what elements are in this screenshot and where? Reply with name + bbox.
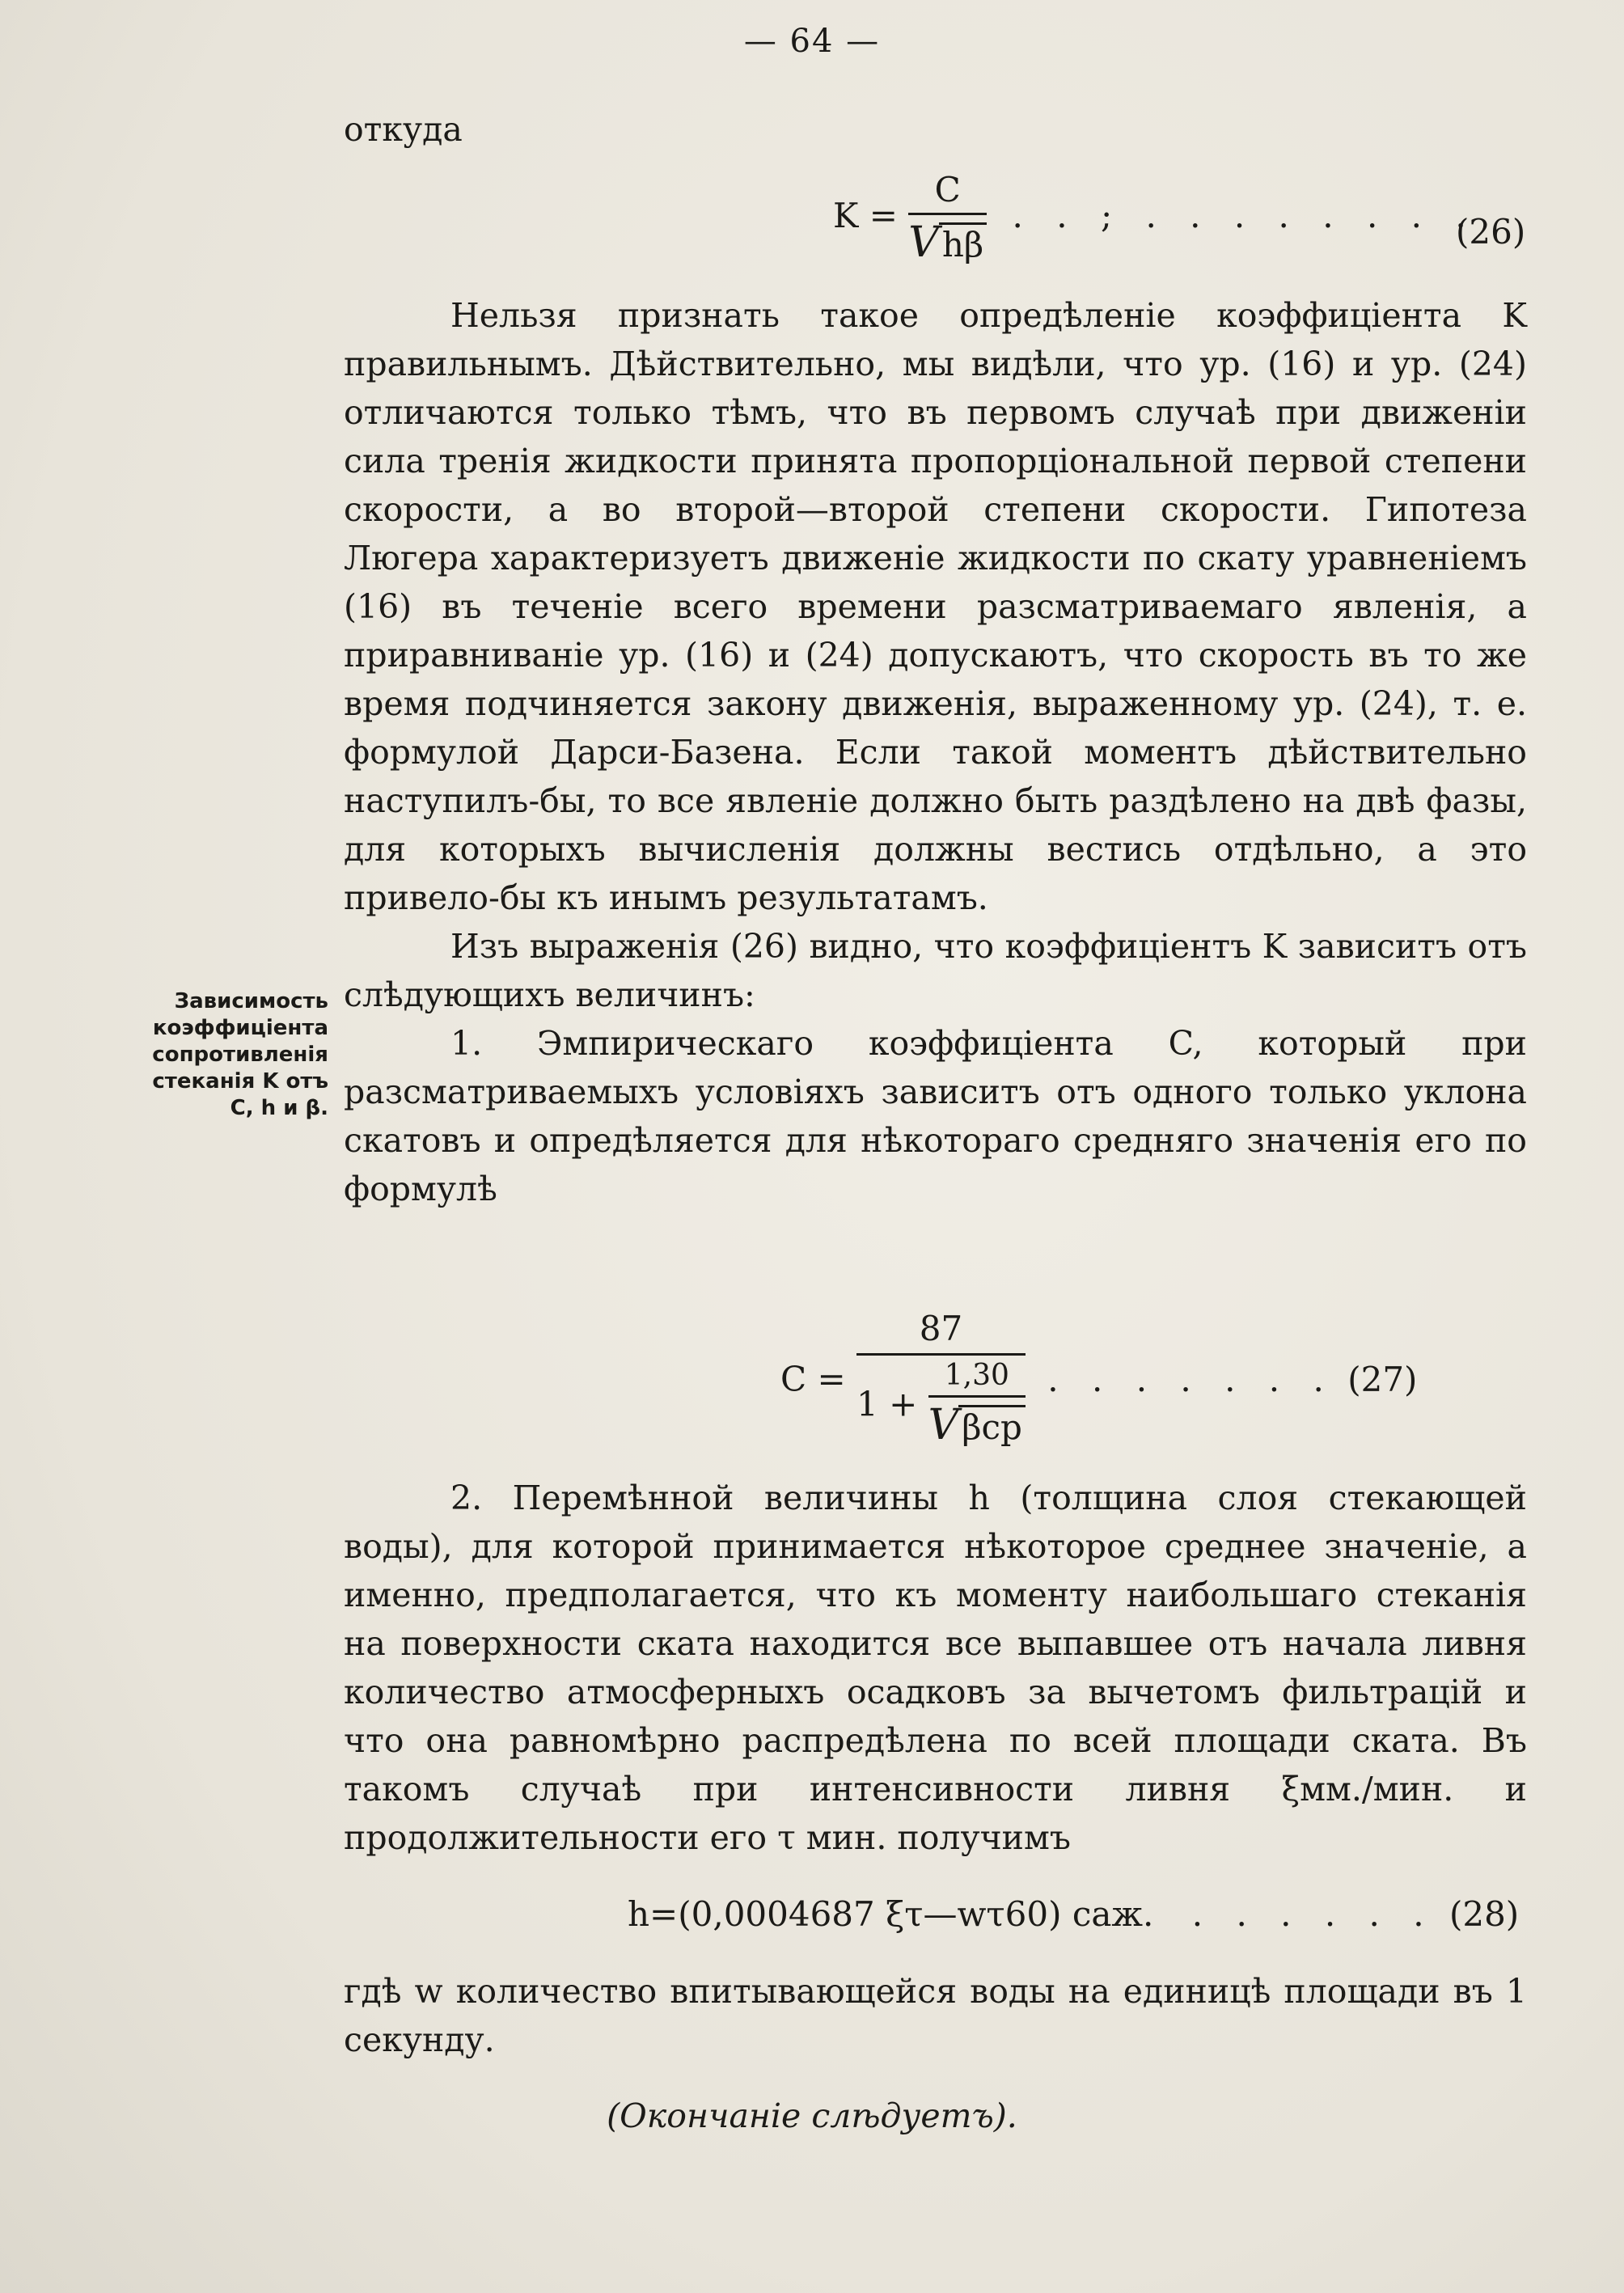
- formula-26-denominator: hβ: [939, 222, 987, 264]
- formula-26-fraction: [908, 170, 987, 267]
- margin-note: Зависимость коэффиціента сопротивленія стеканія K отъ C, h и β.: [152, 989, 328, 1120]
- formula-27-numerator: 87: [856, 1309, 1026, 1356]
- formula-26-root: V: [908, 218, 939, 267]
- formula-27-label: (27): [1347, 1359, 1418, 1399]
- page-number: — 64 —: [743, 23, 881, 60]
- formula-27: [780, 1309, 1417, 1449]
- formula-26-dots: . . ; . . . . . . . .: [1012, 196, 1478, 235]
- formula-27-fraction: [856, 1309, 1026, 1449]
- formula-26: [833, 170, 1526, 267]
- body-block-3: [344, 1967, 1527, 2064]
- formula-27-root: V: [928, 1401, 959, 1449]
- paragraph-1: Нельзя признать такое опредѣленіе коэффиціента K правильнымъ. Дѣйствительно, мы видѣли, что ур. (16) и ур. (24) отличаются только тѣмъ, что въ первомъ случаѣ при движеніи сила тренія жидкости принята пропорціональной первой степени скорости, а во второй—второй степени скорости. Гипотеза Люгера характеризуетъ движеніе жидкости по скату уравненіемъ (16) въ теченіе всего времени разсматриваемаго явленія, а приравниваніе ур. (16) и (24) допускаютъ, что скорость въ то же время подчиняется закону движенія, выраженному ур. (24), т. е. формулой Дарси-Базена. Если такой моментъ дѣйствительно наступилъ-бы, то все явленіе должно быть раздѣлено на двѣ фазы, для которыхъ вычисленія должны вестись отдѣльно, а это привело-бы къ инымъ результатамъ.: [344, 296, 1527, 917]
- paragraph-2: Изъ выраженія (26) видно, что коэффиціентъ K зависитъ отъ слѣдующихъ величинъ:: [344, 927, 1527, 1014]
- formula-27-inner-numerator: 1,30: [928, 1359, 1026, 1398]
- paragraph-5: гдѣ w количество впитывающейся воды на единицѣ площади въ 1 секунду.: [344, 1972, 1527, 2059]
- intro-word: откуда: [344, 110, 463, 149]
- formula-27-inner-fraction: [928, 1359, 1026, 1449]
- formula-27-dots: . . . . . . .: [1047, 1359, 1335, 1399]
- body-block-1: [344, 291, 1527, 1213]
- formula-28-label: (28): [1448, 1894, 1520, 1934]
- formula-27-inner-denominator: βср: [958, 1405, 1026, 1447]
- formula-26-lhs: K =: [833, 196, 898, 235]
- formula-28-expression: h=(0,0004687 ξτ—wτ60) саж.: [628, 1894, 1154, 1934]
- paragraph-3: 1. Эмпирическаго коэффиціента C, который при разсматриваемыхъ условіяхъ зависитъ отъ одного только уклона скатовъ и опредѣляется для нѣкотораго средняго значенія его по формулѣ: [344, 1024, 1527, 1208]
- formula-27-lhs: C =: [780, 1359, 846, 1399]
- formula-26-numerator: C: [908, 170, 987, 215]
- formula-26-label: (26): [1456, 212, 1526, 252]
- paragraph-4: 2. Перемѣнной величины h (толщина слоя стекающей воды), для которой принимается нѣкоторое среднее значеніе, а именно, предполагается, что къ моменту наибольшаго стеканія на поверхности ската находится все выпавшее отъ начала ливня количество атмосферныхъ осадковъ за вычетомъ фильтрацій и что она равномѣрно распредѣлена по всей площади ската. Въ такомъ случаѣ при интенсивности ливня ξмм./мин. и продолжительности его τ мин. получимъ: [344, 1479, 1527, 1857]
- formula-27-den-one: 1 +: [856, 1384, 918, 1424]
- body-block-2: [344, 1474, 1527, 1862]
- formula-28-dots: . . . . . .: [1191, 1894, 1436, 1934]
- formula-28: [628, 1894, 1519, 1934]
- continuation-note: (Окончаніе слѣдуетъ).: [607, 2096, 1017, 2135]
